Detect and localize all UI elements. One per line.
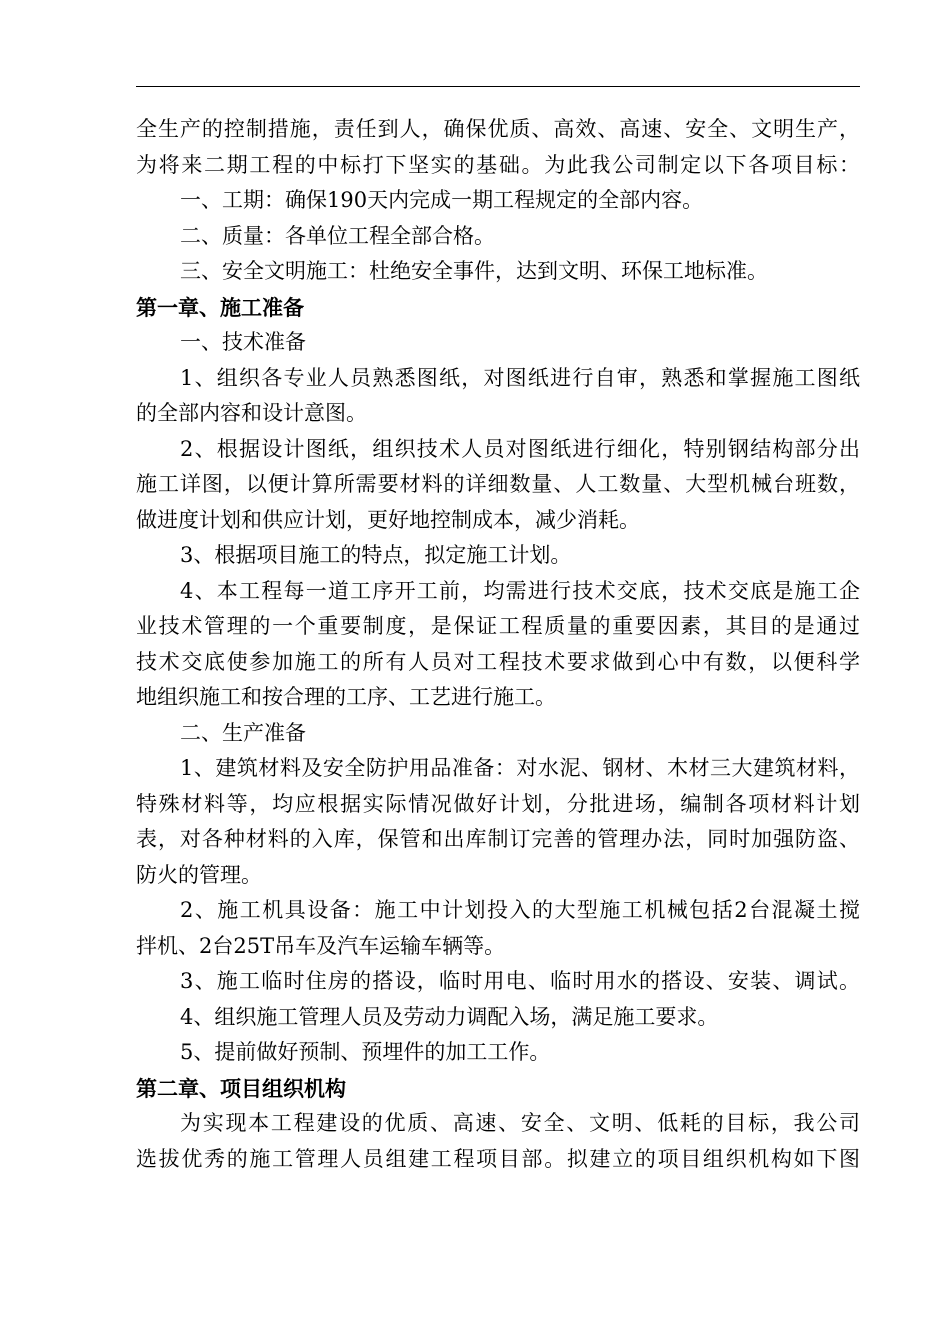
paragraph-line: 特殊材料等，均应根据实际情况做好计划，分批进场，编制各项材料计划	[136, 791, 860, 816]
paragraph-line: 4、本工程每一道工序开工前，均需进行技术交底，技术交底是施工企	[180, 578, 860, 603]
goal-quality: 二、质量：各单位工程全部合格。	[180, 223, 495, 248]
paragraph-line: 为实现本工程建设的优质、高速、安全、文明、低耗的目标，我公司	[180, 1111, 860, 1135]
paragraph-line: 2、根据设计图纸，组织技术人员对图纸进行细化，特别钢结构部分出	[180, 436, 860, 461]
paragraph-line: 3、根据项目施工的特点，拟定施工计划。	[180, 543, 572, 567]
paragraph-line: 施工详图，以便计算所需要材料的详细数量、人工数量、大型机械台班数，	[136, 472, 860, 496]
goal-schedule: 一、工期：确保190天内完成一期工程规定的全部内容。	[180, 188, 704, 212]
paragraph-line: 为将来二期工程的中标打下坚实的基础。为此我公司制定以下各项目标：	[136, 152, 860, 177]
paragraph-line: 3、施工临时住房的搭设，临时用电、临时用水的搭设、安装、调试。	[180, 969, 860, 993]
paragraph-line: 表，对各种材料的入库，保管和出库制订完善的管理办法，同时加强防盗、	[136, 827, 860, 851]
header-rule	[136, 86, 860, 87]
section-heading-production: 二、生产准备	[180, 720, 306, 745]
document-body	[136, 112, 860, 1177]
goal-safety: 三、安全文明施工：杜绝安全事件，达到文明、环保工地标准。	[180, 259, 768, 283]
paragraph-line: 的全部内容和设计意图。	[136, 401, 367, 425]
paragraph-line: 5、提前做好预制、预埋件的加工工作。	[180, 1040, 551, 1064]
paragraph-line: 地组织施工和按合理的工序、工艺进行施工。	[136, 685, 556, 709]
paragraph-line: 4、组织施工管理人员及劳动力调配入场，满足施工要求。	[180, 1004, 719, 1029]
paragraph-line: 技术交底使参加施工的所有人员对工程技术要求做到心中有数，以便科学	[136, 649, 860, 674]
paragraph-line: 选拔优秀的施工管理人员组建工程项目部。拟建立的项目组织机构如下图	[136, 1146, 860, 1171]
section-heading-technical: 一、技术准备	[180, 330, 306, 354]
paragraph-line: 1、建筑材料及安全防护用品准备：对水泥、钢材、木材三大建筑材料，	[180, 756, 860, 780]
paragraph-line: 拌机、2台25T吊车及汽车运输车辆等。	[136, 933, 506, 958]
chapter-heading-1: 第一章、施工准备	[136, 294, 304, 320]
chapter-heading-2: 第二章、项目组织机构	[136, 1075, 346, 1101]
paragraph-line: 2、施工机具设备：施工中计划投入的大型施工机械包括2台混凝土搅	[180, 898, 860, 922]
paragraph-line: 防火的管理。	[136, 862, 262, 887]
paragraph-line: 业技术管理的一个重要制度，是保证工程质量的重要因素，其目的是通过	[136, 614, 860, 638]
paragraph-line: 做进度计划和供应计划，更好地控制成本，减少消耗。	[136, 507, 640, 532]
paragraph-line: 全生产的控制措施，责任到人，确保优质、高效、高速、安全、文明生产，	[136, 117, 860, 141]
paragraph-line: 1、组织各专业人员熟悉图纸，对图纸进行自审，熟悉和掌握施工图纸	[180, 365, 860, 390]
